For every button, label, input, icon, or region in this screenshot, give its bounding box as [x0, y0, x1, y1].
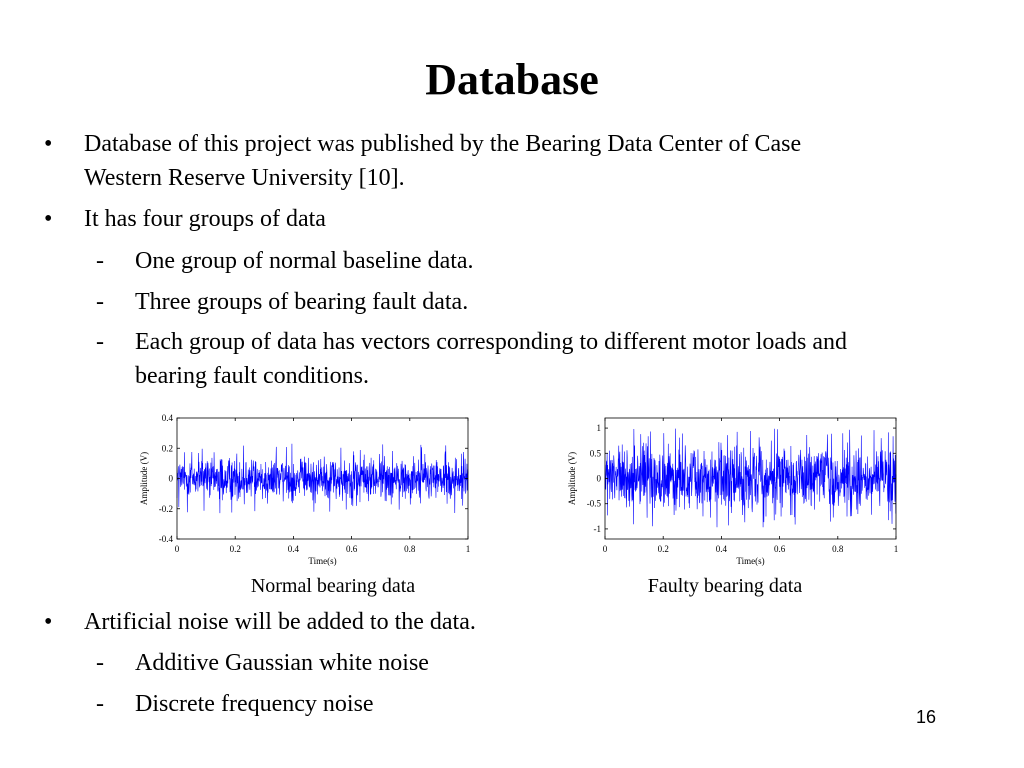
y-tick-label: 0.5	[589, 448, 601, 459]
x-tick-label: 0	[602, 544, 608, 554]
bullet-text-artificial-noise: Artificial noise will be added to the data.	[84, 609, 476, 635]
bullet-marker: •	[44, 206, 53, 232]
page-number: 16	[915, 707, 936, 727]
sub-bullet-marker: -	[96, 248, 104, 274]
x-tick-label: 1	[893, 544, 899, 554]
y-tick-label: -1	[593, 523, 601, 534]
y-tick-label: 0.2	[161, 443, 173, 454]
y-tick-label: 0	[168, 473, 173, 484]
bullet-marker: •	[44, 609, 53, 635]
y-tick-label: 0	[596, 473, 601, 484]
sub-bullet-marker: -	[96, 650, 104, 676]
y-tick-label: 1	[596, 423, 601, 434]
y-tick-label: -0.2	[158, 503, 173, 514]
x-tick-label: 0.4	[715, 544, 728, 554]
x-tick-label: 0.2	[657, 544, 669, 554]
caption-normal-bearing: Normal bearing data	[250, 575, 416, 597]
sub-bullet-discrete-noise: Discrete frequency noise	[135, 691, 374, 717]
y-axis-label: Amplitude (V)	[567, 451, 577, 506]
x-tick-label: 0.4	[287, 544, 300, 554]
sub-bullet-vectors-cont: bearing fault conditions.	[135, 363, 369, 389]
signal-series-line	[605, 429, 896, 528]
bullet-text-database-source-cont: Western Reserve University [10].	[84, 165, 405, 191]
faulty-bearing-plot	[558, 408, 908, 570]
x-tick-label: 0.6	[773, 544, 786, 554]
x-tick-label: 0.8	[404, 544, 416, 554]
y-tick-label: -0.5	[586, 498, 601, 509]
sub-bullet-vectors: Each group of data has vectors corresponding to different motor loads and	[135, 329, 848, 355]
y-tick-label: -0.4	[158, 534, 173, 544]
signal-series-line	[177, 444, 468, 513]
sub-bullet-fault-data: Three groups of bearing fault data.	[135, 289, 469, 315]
x-tick-label: 1	[465, 544, 471, 554]
sub-bullet-marker: -	[96, 691, 104, 717]
normal-bearing-plot	[130, 408, 480, 570]
x-tick-label: 0.8	[832, 544, 844, 554]
sub-bullet-normal-baseline: One group of normal baseline data.	[135, 248, 474, 274]
x-axis-label: Time(s)	[308, 556, 337, 566]
sub-bullet-marker: -	[96, 289, 104, 315]
caption-faulty-bearing: Faulty bearing data	[647, 575, 803, 597]
x-axis-label: Time(s)	[736, 556, 765, 566]
bullet-text-four-groups: It has four groups of data	[84, 206, 326, 232]
x-tick-label: 0	[174, 544, 180, 554]
slide-title: Database	[425, 55, 599, 104]
y-axis-label: Amplitude (V)	[139, 451, 149, 506]
x-tick-label: 0.2	[229, 544, 241, 554]
sub-bullet-gaussian-noise: Additive Gaussian white noise	[135, 650, 429, 676]
x-tick-label: 0.6	[345, 544, 358, 554]
y-tick-label: 0.4	[161, 413, 173, 423]
sub-bullet-marker: -	[96, 329, 104, 355]
bullet-text-database-source: Database of this project was published by the Bearing Data Center of Case	[84, 131, 802, 157]
bullet-marker: •	[44, 131, 53, 157]
